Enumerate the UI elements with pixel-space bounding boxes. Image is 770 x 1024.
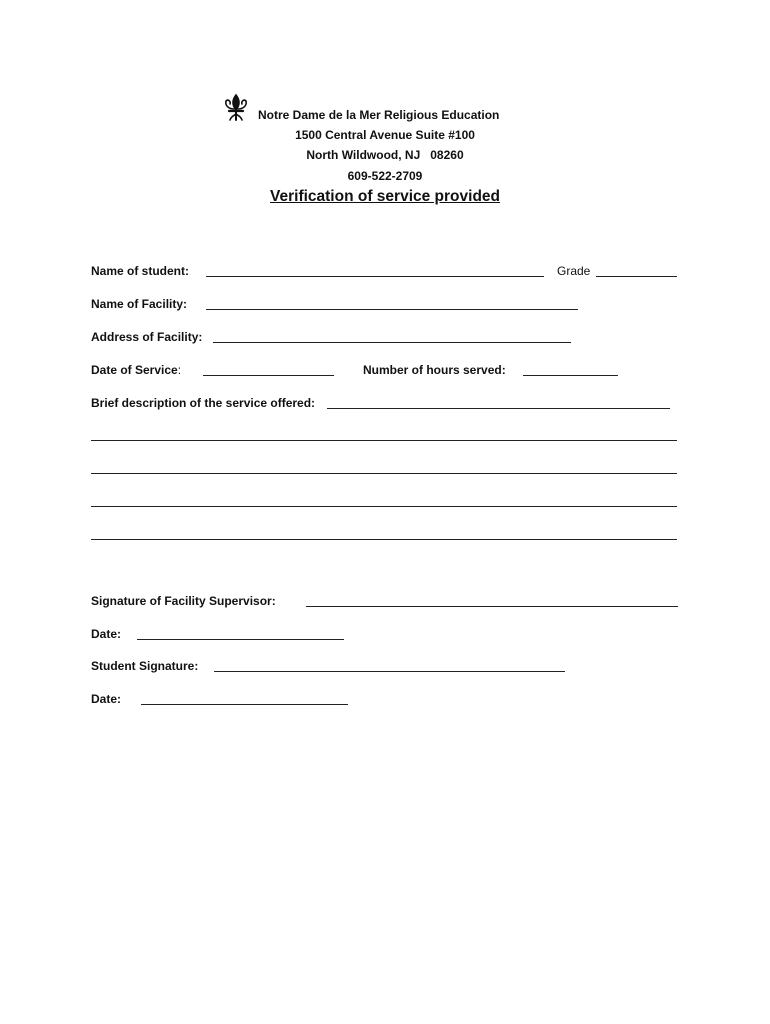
hours-field[interactable] [523,375,618,376]
service-date-label [91,363,181,377]
date-field-2[interactable] [141,704,348,705]
fleur-de-lis-icon [222,93,250,123]
supervisor-signature-field[interactable] [306,606,678,607]
grade-field[interactable] [596,276,677,277]
form-title: Verification of service provided [270,188,500,205]
facility-address-label: Address of Facility: [91,330,203,344]
org-address-line1: 1500 Central Avenue Suite #100 [295,128,475,142]
org-phone: 609-522-2709 [347,169,423,183]
org-address-line2: North Wildwood, NJ 08260 [306,148,464,162]
facility-name-field[interactable] [206,309,578,310]
date-field-1[interactable] [137,639,344,640]
description-field[interactable] [327,408,670,409]
supervisor-signature-label: Signature of Facility Supervisor: [91,594,276,608]
student-name-label: Name of student: [91,264,190,278]
service-date-field[interactable] [203,375,334,376]
date-label-1: Date: [91,627,122,641]
student-signature-field[interactable] [214,671,565,672]
description-line-3[interactable] [91,473,677,474]
org-name: Notre Dame de la Mer Religious Education [258,108,500,122]
service-date-label-text: Date of Service [91,363,178,377]
student-name-field[interactable] [206,276,544,277]
description-line-2[interactable] [91,440,677,441]
facility-address-field[interactable] [213,342,571,343]
facility-name-label: Name of Facility: [91,297,188,311]
description-line-4[interactable] [91,506,677,507]
student-signature-label: Student Signature: [91,659,199,673]
service-date-colon: : [177,363,182,377]
description-line-5[interactable] [91,539,677,540]
grade-label: Grade [557,264,591,278]
description-label: Brief description of the service offered: [91,396,316,410]
date-label-2: Date: [91,692,122,706]
hours-label: Number of hours served: [363,363,506,377]
